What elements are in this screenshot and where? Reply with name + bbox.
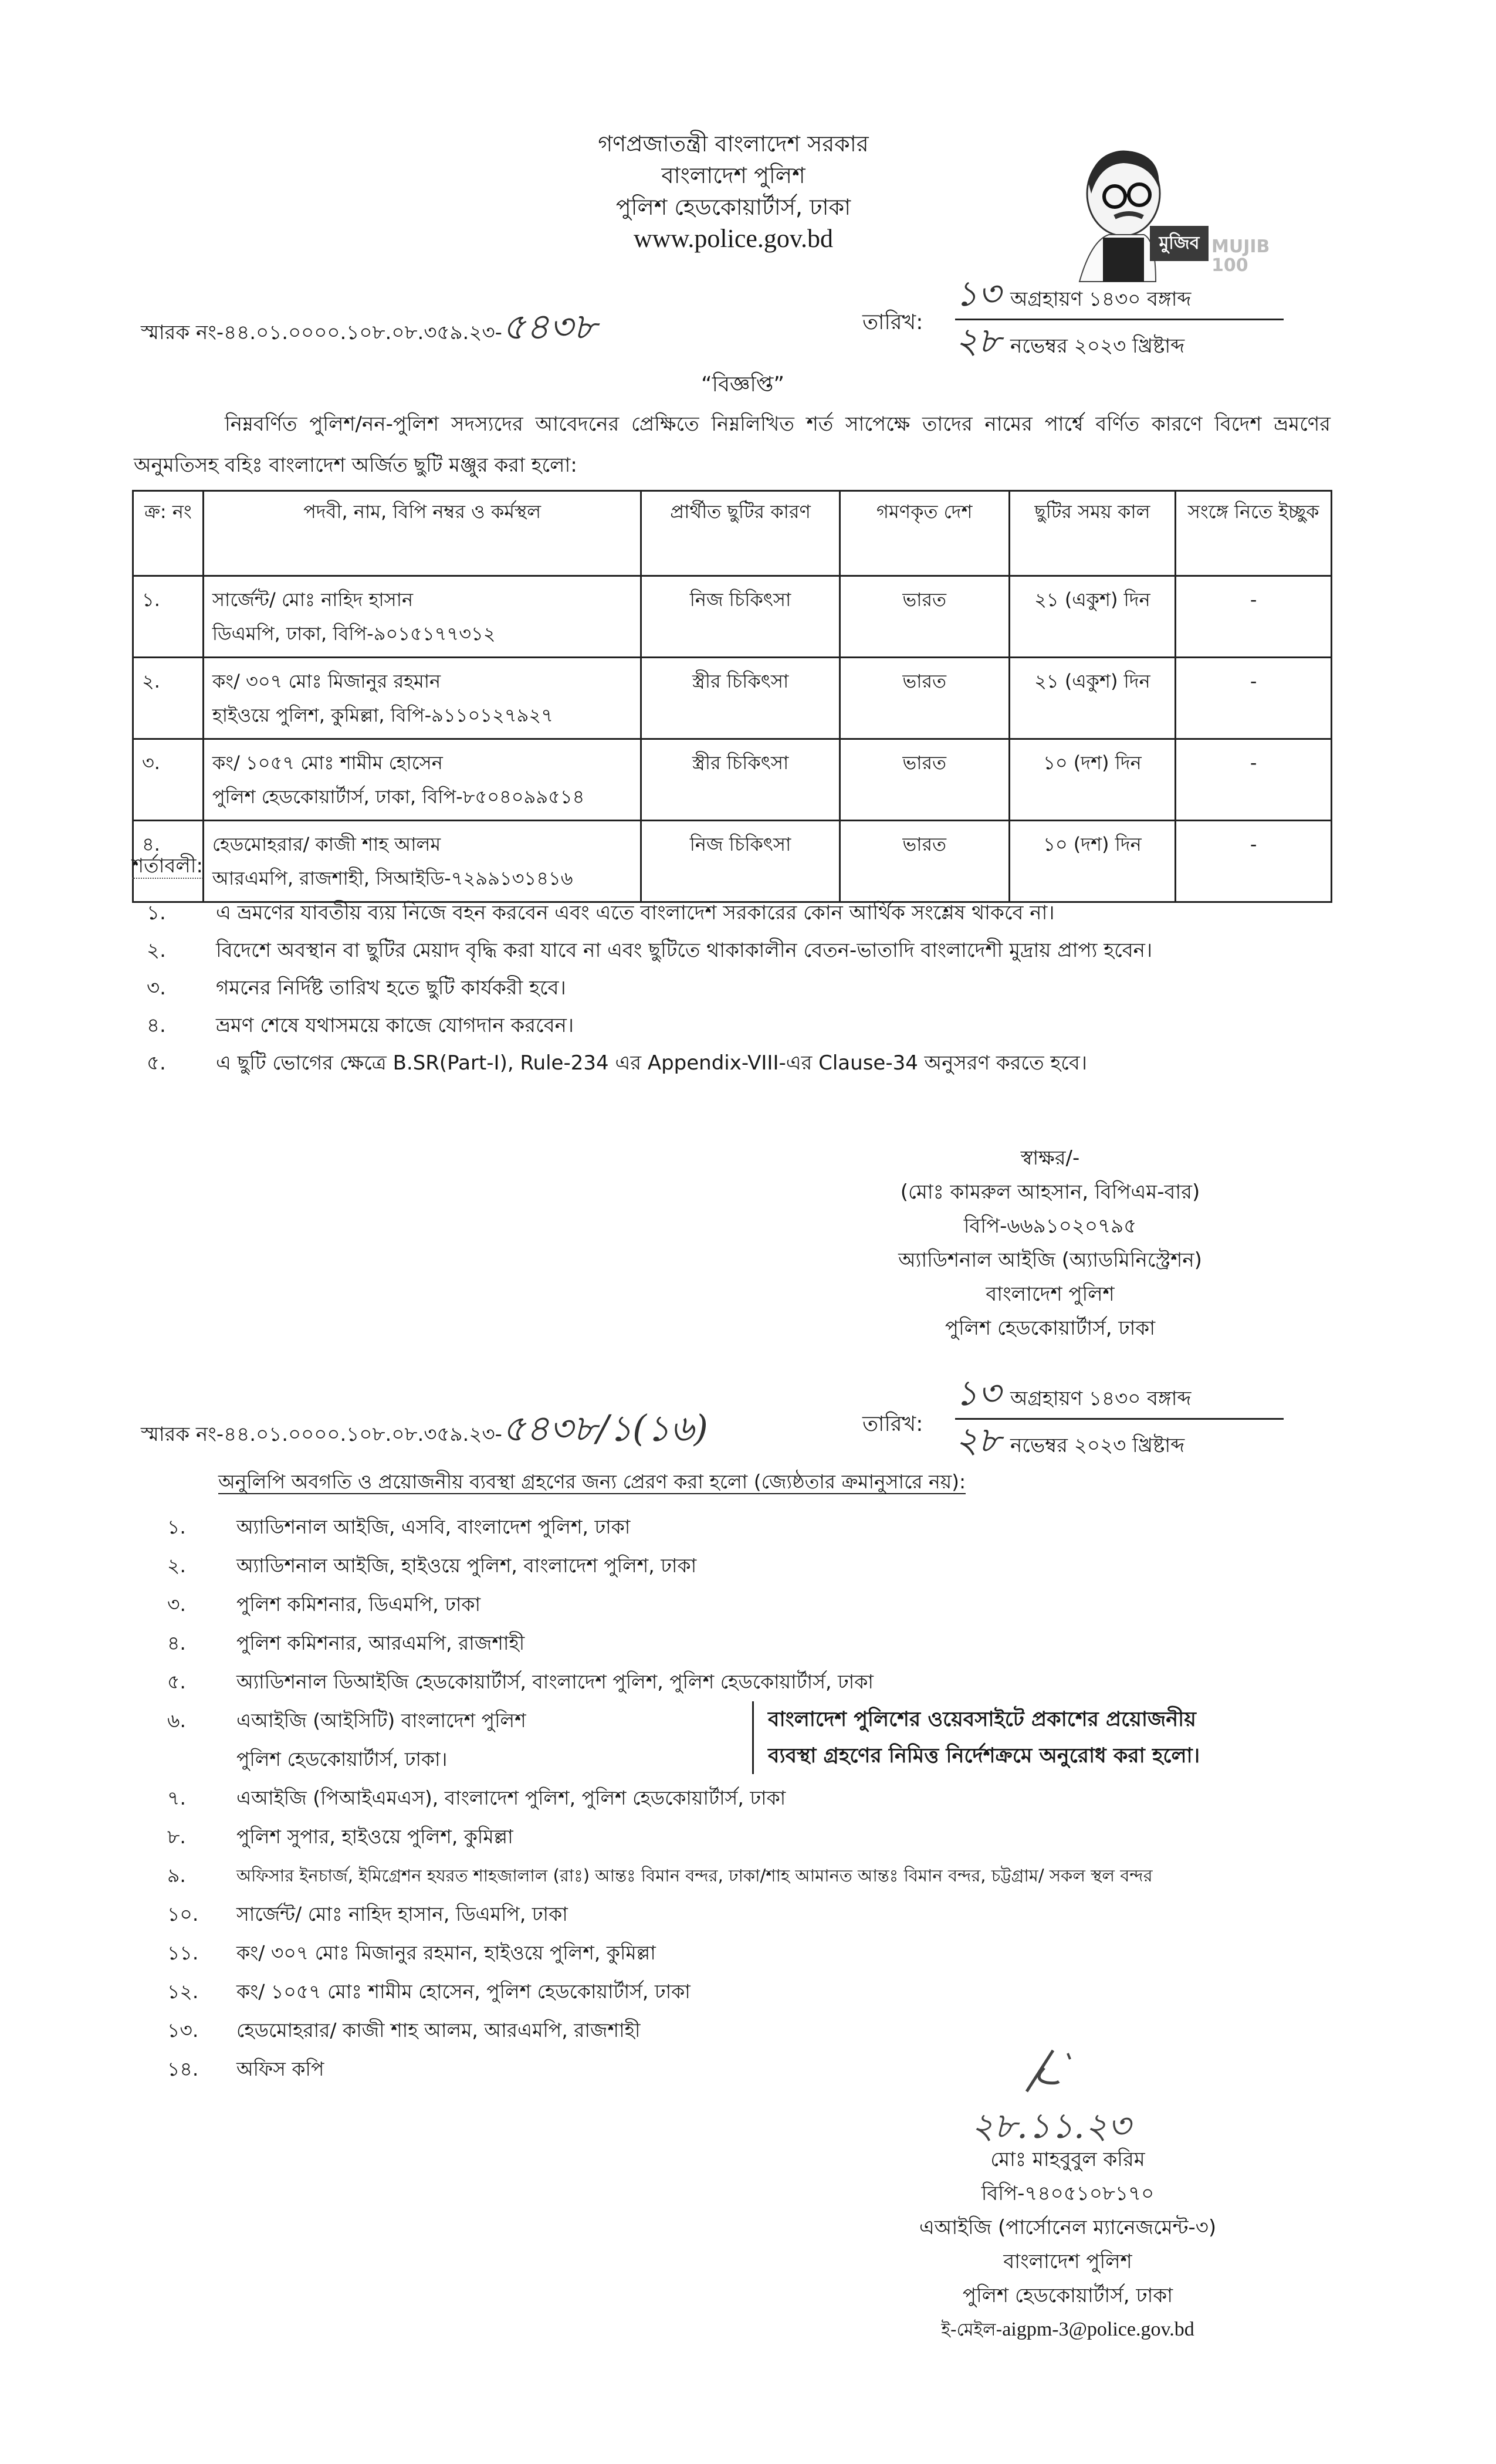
cell-companion: - [1176, 821, 1332, 902]
handwritten-initial [1021, 2047, 1091, 2097]
cell-country: ভারত [840, 658, 1009, 739]
signature-icon [1021, 2047, 1091, 2094]
conditions-title [132, 851, 203, 884]
copy-item [167, 1935, 1153, 1974]
copy-item [167, 1664, 1153, 1703]
copy-item [167, 1857, 1153, 1896]
copy-item [167, 1548, 1153, 1586]
signatory-org: বাংলাদেশ পুলিশ [986, 1282, 1115, 1306]
bangla-day: ১৩ [955, 273, 1001, 314]
item-number: ৪. [167, 1632, 186, 1654]
letterhead [411, 128, 1056, 255]
signatory-bp: বিপি-৬৬৯১০২০৭৯৫ [963, 1214, 1137, 1238]
logo-text-en: MUJIB 100 [1211, 236, 1270, 276]
conditions-heading: শর্তাবলী: [132, 854, 203, 878]
office-name: পুলিশ হেডকোয়ার্টার্স, ঢাকা [615, 194, 851, 220]
condition-item [147, 935, 1152, 973]
table-row [133, 739, 1332, 821]
cell-sl: ১. [133, 576, 204, 658]
officer-name: সার্জেন্ট/ মোঃ নাহিদ হাসান [212, 588, 414, 611]
item-number: ১৪. [167, 2057, 199, 2080]
cell-country: ভারত [840, 576, 1009, 658]
condition-item [147, 1048, 1152, 1085]
handwritten-date: ২৮.১১.২৩ [971, 2106, 1131, 2147]
condition-item [147, 898, 1152, 935]
govt-name: গণপ্রজাতন্ত্রী বাংলাদেশ সরকার [598, 131, 869, 157]
item-text: অ্যাডিশনাল আইজি, এসবি, বাংলাদেশ পুলিশ, ঢাকা [236, 1515, 631, 1538]
copy-item [167, 1625, 1153, 1664]
item-text: পুলিশ হেডকোয়ার্টার্স, ঢাকা। [236, 1748, 448, 1771]
date-block-2 [955, 1374, 1284, 1464]
copy-item [167, 1819, 1153, 1857]
item-number: ৬. [167, 1709, 186, 1732]
signatory-designation: অ্যাডিশনাল আইজি (অ্যাডমিনিস্ট্রেশন) [898, 1248, 1202, 1272]
item-number: ১২. [167, 1980, 199, 2003]
officer-place: ডিএমপি, ঢাকা, বিপি-৯০১৫১৭৭৩১২ [212, 622, 496, 645]
cell-country: ভারত [840, 739, 1009, 821]
cell-companion: - [1176, 576, 1332, 658]
cell-name [203, 739, 641, 821]
item-number: ৭. [167, 1786, 186, 1809]
cell-sl: ৩. [133, 739, 204, 821]
cell-companion: - [1176, 658, 1332, 739]
email-label: ই-মেইল- [941, 2320, 1003, 2340]
intro-paragraph: নিম্নবর্ণিত পুলিশ/নন-পুলিশ সদস্যদের আবেদনের প্রেক্ষিতে নিম্নলিখিত শর্ত সাপেক্ষে তাদের নামের পার্শ্বে বর্ণিত কারণে বিদেশ ভ্রমণের অনুমতিসহ বহিঃ বাংলাদেশ অর্জিত ছুটি মঞ্জুর করা হলো: [134, 412, 1331, 477]
item-text: পুলিশ কমিশনার, আরএমপি, রাজশাহী [236, 1632, 525, 1654]
item-number: ৮. [167, 1825, 186, 1848]
item-number: ২. [147, 939, 166, 962]
copy-item [167, 2012, 1153, 2051]
item-text: গমনের নির্দিষ্ট তারিখ হতে ছুটি কার্যকরী হবে। [216, 976, 566, 1000]
greg-day: ২৮ [955, 1420, 1001, 1461]
officer-name: কং/ ৩০৭ মোঃ মিজানুর রহমান [212, 670, 441, 692]
copy-intro [218, 1467, 966, 1500]
notice-title: “বিজ্ঞপ্তি” [701, 373, 784, 397]
cell-country: ভারত [840, 821, 1009, 902]
col-header-duration: ছুটির সময় কাল [1009, 491, 1176, 576]
signatory-org: বাংলাদেশ পুলিশ [1003, 2250, 1132, 2273]
cell-reason: নিজ চিকিৎসা [641, 821, 840, 902]
condition-item [147, 1010, 1152, 1048]
memo-handwritten-number: ৫৪৩৮/১(১৬) [502, 1407, 708, 1450]
item-text: সার্জেন্ট/ মোঃ নাহিদ হাসান, ডিএমপি, ঢাকা [236, 1903, 568, 1925]
memo-number-2 [141, 1401, 708, 1461]
officer-name: হেডমোহরার/ কাজী শাহ আলম [212, 833, 441, 855]
item-text: এ ভ্রমণের যাবতীয় ব্যয় নিজে বহন করবেন এবং এতে বাংলাদেশ সরকারের কোন আর্থিক সংশ্লেষ থাকবে না। [216, 901, 1055, 925]
item-number: ৪. [147, 1014, 166, 1037]
date-divider [955, 1418, 1284, 1420]
signatory-designation: এআইজি (পার্সোনেল ম্যানেজমেন্ট-৩) [919, 2216, 1217, 2239]
item-text: অ্যাডিশনাল ডিআইজি হেডকোয়ার্টার্স, বাংলাদেশ পুলিশ, পুলিশ হেডকোয়ার্টার্স, ঢাকা [236, 1670, 874, 1693]
officer-place: আরএমপি, রাজশাহী, সিআইডি-৭২৯৯১৩১৪১৬ [212, 867, 573, 889]
copy-intro-text: অনুলিপি অবগতি ও প্রয়োজনীয় ব্যবস্থা গ্রহণের জন্য প্রেরণ করা হলো (জ্যেষ্ঠতার ক্রমানুসারে নয়): [218, 1470, 966, 1493]
signed-mark: স্বাক্ষর/- [1020, 1146, 1080, 1170]
greg-day: ২৮ [955, 320, 1001, 361]
cell-duration: ১০ (দশ) দিন [1009, 739, 1176, 821]
item-text: অ্যাডিশনাল আইজি, হাইওয়ে পুলিশ, বাংলাদেশ পুলিশ, ঢাকা [236, 1554, 697, 1577]
signatory-office: পুলিশ হেডকোয়ার্টার্স, ঢাকা [962, 2284, 1173, 2307]
table-row [133, 658, 1332, 739]
bangla-date: অগ্রহায়ণ ১৪৩০ বঙ্গাব্দ [1010, 287, 1192, 311]
cell-duration: ১০ (দশ) দিন [1009, 821, 1176, 902]
cell-reason: স্ত্রীর চিকিৎসা [641, 739, 840, 821]
memo-label: স্মারক নং-৪৪.০১.০০০০.১০৮.০৮.৩৫৯.২৩- [141, 321, 502, 344]
item-text: কং/ ৩০৭ মোঃ মিজানুর রহমান, হাইওয়ে পুলিশ, কুমিল্লা [236, 1941, 656, 1964]
item-number: ১৩. [167, 2019, 199, 2042]
item-text: এআইজি (পিআইএমএস), বাংলাদেশ পুলিশ, পুলিশ হেডকোয়ার্টার্স, ঢাকা [236, 1786, 786, 1809]
bangla-day: ১৩ [955, 1373, 1001, 1414]
copy-item [167, 1896, 1153, 1935]
note-line-1: বাংলাদেশ পুলিশের ওয়েবসাইটে প্রকাশের প্রয়োজনীয় [768, 1708, 1196, 1731]
officer-place: পুলিশ হেডকোয়ার্টার্স, ঢাকা, বিপি-৮৫০৪০৯৯৫১৪ [212, 786, 585, 808]
date-divider [955, 319, 1284, 320]
item-text: পুলিশ সুপার, হাইওয়ে পুলিশ, কুমিল্লা [236, 1825, 513, 1848]
copy-item [167, 1586, 1153, 1625]
item-text: হেডমোহরার/ কাজী শাহ আলম, আরএমপি, রাজশাহী [236, 2019, 641, 2042]
mujib-100-logo [1068, 141, 1279, 287]
website-publish-note [752, 1701, 1200, 1774]
email-link[interactable]: aigpm-3@police.gov.bd [1002, 2319, 1194, 2340]
item-text: এ ছুটি ভোগের ক্ষেত্রে B.SR(Part-I), Rule-234 এর Appendix-VIII-এর Clause-34 অনুসরণ করতে হবে। [216, 1051, 1088, 1075]
item-text: পুলিশ কমিশনার, ডিএমপি, ঢাকা [236, 1593, 481, 1616]
col-header-country: গমণকৃত দেশ [840, 491, 1009, 576]
signature-block-1 [810, 1141, 1291, 1345]
cell-name [203, 821, 641, 902]
greg-date: নভেম্বর ২০২৩ খ্রিষ্টাব্দ [1010, 334, 1185, 358]
date-block-1 [955, 275, 1284, 364]
item-number: ১১. [167, 1941, 199, 1964]
conditions-list [147, 898, 1152, 1085]
date-label-2: তারিখ: [862, 1412, 923, 1436]
memo-label: স্মারক নং-৪৪.০১.০০০০.১০৮.০৮.৩৫৯.২৩- [141, 1423, 502, 1446]
table-header-row [133, 491, 1332, 576]
signatory-name: মোঃ মাহবুবুল করিম [990, 2148, 1145, 2171]
table-row [133, 821, 1332, 902]
item-number: ১০. [167, 1903, 199, 1925]
cell-duration: ২১ (একুশ) দিন [1009, 658, 1176, 739]
bangla-date: অগ্রহায়ণ ১৪৩০ বঙ্গাব্দ [1010, 1387, 1192, 1410]
item-number: ৫. [167, 1670, 186, 1693]
signature-block-2 [886, 2143, 1250, 2347]
item-number: ১. [167, 1515, 186, 1538]
item-number: ১. [147, 901, 166, 925]
org-name: বাংলাদেশ পুলিশ [661, 163, 805, 188]
item-number: ৩. [147, 976, 166, 1000]
item-text: এআইজি (আইসিটি) বাংলাদেশ পুলিশ [236, 1709, 526, 1732]
officer-name: কং/ ১০৫৭ মোঃ শামীম হোসেন [212, 752, 443, 774]
table-row [133, 576, 1332, 658]
item-number: ৫. [147, 1051, 166, 1075]
signatory-office: পুলিশ হেডকোয়ার্টার্স, ঢাকা [945, 1316, 1156, 1340]
col-header-sl: ক্র: নং [133, 491, 204, 576]
col-header-reason: প্রার্থীত ছুটির কারণ [641, 491, 840, 576]
date-label-1: তারিখ: [862, 310, 923, 334]
cell-name [203, 658, 641, 739]
cell-sl: ২. [133, 658, 204, 739]
item-text: কং/ ১০৫৭ মোঃ শামীম হোসেন, পুলিশ হেডকোয়ার্টার্স, ঢাকা [236, 1980, 691, 2003]
item-text: বিদেশে অবস্থান বা ছুটির মেয়াদ বৃদ্ধি করা যাবে না এবং ছুটিতে থাকাকালীন বেতন-ভাতাদি বাংলাদেশী মুদ্রায় প্রাপ্য হবেন। [216, 939, 1153, 962]
officer-place: হাইওয়ে পুলিশ, কুমিল্লা, বিপি-৯১১০১২৭৯২৭ [212, 704, 554, 726]
note-line-2: ব্যবস্থা গ্রহণের নিমিত্ত নির্দেশক্রমে অনুরোধ করা হলো। [768, 1744, 1200, 1768]
copy-item [167, 1509, 1153, 1548]
memo-handwritten-number: ৫৪৩৮ [502, 305, 597, 348]
cell-reason: নিজ চিকিৎসা [641, 576, 840, 658]
item-text: অফিস কপি [236, 2057, 324, 2080]
item-number: ৯. [167, 1864, 186, 1887]
signatory-email [886, 2313, 1250, 2347]
signatory-name: (মোঃ কামরুল আহসান, বিপিএম-বার) [900, 1180, 1200, 1204]
cell-name [203, 576, 641, 658]
website-link[interactable]: www.police.gov.bd [633, 224, 834, 253]
item-text: ভ্রমণ শেষে যথাসময়ে কাজে যোগদান করবেন। [216, 1014, 574, 1037]
cell-duration: ২১ (একুশ) দিন [1009, 576, 1176, 658]
col-header-companion: সংঙ্গে নিতে ইচ্ছুক [1176, 491, 1332, 576]
col-header-name: পদবী, নাম, বিপি নম্বর ও কর্মস্থল [203, 491, 641, 576]
cell-reason: স্ত্রীর চিকিৎসা [641, 658, 840, 739]
leave-table [132, 490, 1332, 903]
item-number: ২. [167, 1554, 186, 1577]
signatory-bp: বিপি-৭৪০৫১০৮১৭০ [981, 2182, 1155, 2205]
item-text: অফিসার ইনচার্জ, ইমিগ্রেশন হযরত শাহজালাল (রাঃ) আন্তঃ বিমান বন্দর, ঢাকা/শাহ আমানত আন্তঃ বিমান বন্দর, চট্টগ্রাম/ সকল স্থল বন্দর [236, 1865, 1153, 1886]
copy-item [167, 2051, 1153, 2090]
logo-text: মুজিব শতবর্ষ [1157, 233, 1201, 283]
cell-sl: ৪. [133, 821, 204, 902]
condition-item [147, 973, 1152, 1010]
greg-date: নভেম্বর ২০২৩ খ্রিষ্টাব্দ [1010, 1434, 1185, 1457]
memo-number-1 [141, 299, 597, 360]
copy-list [167, 1509, 1153, 2090]
copy-item [167, 1780, 1153, 1819]
copy-item [167, 1974, 1153, 2012]
item-number: ৩. [167, 1593, 186, 1616]
cell-companion: - [1176, 739, 1332, 821]
